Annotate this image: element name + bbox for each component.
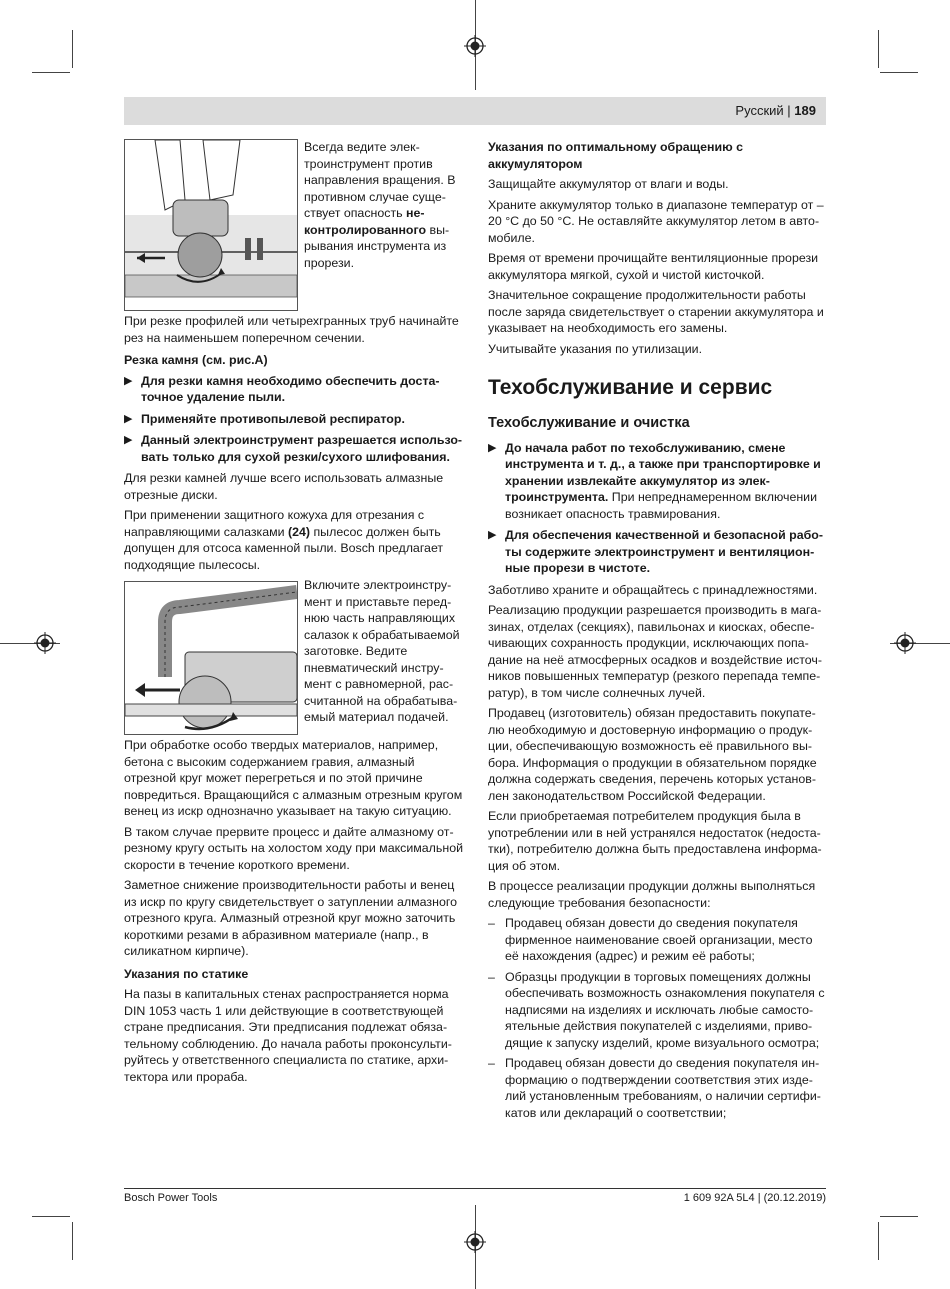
registration-mark-icon — [464, 35, 486, 57]
intro-text-b: вырывания инструмента из прорези. — [304, 222, 450, 270]
stone-paragraph-2 — [124, 507, 464, 573]
statics-heading: Указания по статике — [124, 966, 249, 981]
crop-mark — [878, 1222, 879, 1260]
sales-paragraph: Реализацию продукции разрешается производить в магазинах, отделах (секциях), павильонах и киосках, обеспечивающих сохранность продукции, исключающих попадание на неё атмосферных осадков и воздействие источников повышенных температур (резкого перепада температур), в том числе солнечных лучей. — [488, 603, 822, 700]
intro-paragraph-2: При резке профилей или четырехгранных труб начинайте рез на наименьшем поперечном сечении. — [124, 314, 459, 345]
cutting-illustration — [124, 139, 298, 311]
crop-mark — [32, 1216, 70, 1217]
stone-heading: Резка камня (см. рис.A) — [124, 353, 268, 367]
dash-item-2-text: Образцы продукции в торговых помещениях должны обеспечивать возможность ознакомления покупателя с надписями на изделиях и исключать любые самостоятельные действия покупателей с изделиями, приводящие к запуску изделий, кроме визуального осмотра; — [505, 969, 825, 1050]
stone-paragraph-3: Включите электроинструмент и приставьте переднюю часть направляющих салазок к обрабатываемой заготовке. Ведите пневматический инструмент с равномерной, рассчитанной на обрабатываемый материал подачей. — [304, 578, 460, 724]
service-subheading: Техобслуживание и очистка — [488, 415, 690, 431]
stone-paragraph-1: Для резки камней лучше всего использовать алмазные отрезные диски. — [124, 471, 444, 502]
guide-sled-illustration-drawing — [125, 582, 297, 734]
registration-mark-icon — [34, 632, 56, 654]
stone-paragraph-5: В таком случае прервите процесс и дайте алмазному отрезному кругу остыть на холостом ходу при максимальной скорости в течение короткого времени. — [124, 824, 464, 872]
stone-p2-ref: (24) — [287, 524, 311, 539]
service-bullet-2-bold: Для обеспечения качественной и безопасной работы содержите электроинструмент и вентиляционные прорези в чистоте. — [505, 528, 823, 575]
crop-mark — [72, 30, 73, 68]
stone-bullet-2 — [124, 411, 464, 428]
service-bullet-1-plain: При непреднамеренном включении возникает опасность травмирования. — [505, 490, 818, 521]
battery-paragraph-1: Защищайте аккумулятор от влаги и воды. — [488, 177, 729, 191]
bullet-triangle-icon: ▶ — [124, 434, 133, 446]
footer-rule — [124, 1188, 826, 1189]
statics-paragraph: На пазы в капитальных стенах распространяется норма DIN 1053 часть 1 или действующие в соответствующей стране предписания. Эти предписания подлежат обязательному соблюдению. До начала работы проконсультируйтесь у ответственного специалиста по статике, архитектора или прораба. — [124, 987, 452, 1084]
stone-bullet-3 — [124, 432, 464, 465]
crop-mark — [880, 1216, 918, 1217]
battery-paragraph-3: Время от времени прочищайте вентиляционные прорези аккумулятора мягкой, сухой и чистой кисточкой. — [488, 251, 819, 282]
intro-text-a: Всегда ведите электроинструмент против направления вращения. В противном случае существует опасность — [304, 140, 456, 220]
stone-p2-text-a: При применении защитного кожуха для отрезания с направляющими салазками — [124, 508, 425, 539]
battery-heading: Указания по оптимальному обращению с аккумулятором — [488, 140, 744, 171]
right-column — [488, 139, 826, 1125]
dash-marker: – — [488, 916, 495, 930]
cutting-illustration-drawing — [125, 140, 297, 310]
header-separator: | — [787, 103, 795, 118]
crop-mark — [880, 72, 918, 73]
stone-bullet-1-text: Для резки камня необходимо обеспечить достаточное удаление пыли. — [141, 373, 440, 404]
left-column — [124, 139, 464, 1089]
intro-text-bold: неконтролированного — [304, 206, 427, 237]
battery-paragraph-2: Храните аккумулятор только в диапазоне температур от – 20 °C до 50 °C. Не оставляйте аккумулятор летом в автомобиле. — [488, 197, 824, 245]
crop-mark — [32, 72, 70, 73]
dash-item-2 — [488, 969, 826, 1052]
service-heading: Техобслуживание и сервис — [488, 376, 773, 399]
footer-doc-ref: 1 609 92A 5L4 | (20.12.2019) — [683, 1192, 826, 1204]
page-number: 189 — [794, 103, 816, 118]
service-bullet-1-bold: До начала работ по техобслуживанию, смене инструмента и т. д., а также при транспортировке и хранении извлекайте аккумулятор из электроинструмента. — [505, 440, 821, 504]
stone-bullet-2-text: Применяйте противопылевой респиратор. — [141, 411, 405, 426]
header-text — [735, 103, 816, 118]
service-bullet-1 — [488, 440, 826, 523]
stone-p2-text-b: пылесос должен быть допущен для отсоса каменной пыли. Bosch предлагает подходящие пылесосы. — [124, 524, 444, 572]
dash-marker: – — [488, 969, 495, 984]
stone-bullet-3-text: Данный электроинструмент разрешается использовать только для сухой резки/сухого шлифования. — [141, 433, 463, 464]
service-bullet-2 — [488, 527, 826, 577]
registration-mark-icon — [894, 632, 916, 654]
dash-item-3-text: Продавец обязан довести до сведения покупателя информацию о подтверждении соответствия этих изделий установленным требованиям, о наличии сертификатов или деклараций о соответствии; — [505, 1056, 821, 1120]
stone-paragraph-6: Заметное снижение производительности работы и венец из искр по кругу свидетельствует о затуплении алмазного отрезного круга. Алмазный отрезной круг можно заточить короткими резами в абразивном материале (напр., в силикатном кирпиче). — [124, 878, 457, 958]
battery-paragraph-5: Учитывайте указания по утилизации. — [488, 341, 703, 356]
guide-sled-illustration — [124, 581, 298, 735]
bullet-triangle-icon: ▶ — [124, 374, 133, 387]
dash-item-1 — [488, 915, 826, 965]
accessories-paragraph: Заботливо храните и обращайтесь с принадлежностями. — [488, 582, 818, 597]
safety-intro-paragraph: В процессе реализации продукции должны выполняться следующие требования безопасности: — [488, 879, 816, 910]
crop-mark — [878, 30, 879, 68]
header-language: Русский — [735, 103, 784, 118]
stone-paragraph-4: При обработке особо твердых материалов, например, бетона с высоким содержанием гравия, алмазный отрезной круг может перегреться и по этой причине повредиться. Вращающийся с алмазным отрезным кругом венец из искр однозначно указывает на такую ситуацию. — [124, 738, 463, 818]
bullet-triangle-icon: ▶ — [488, 441, 497, 454]
page-header — [124, 97, 826, 125]
stone-bullet-1 — [124, 373, 464, 406]
footer-brand: Bosch Power Tools — [124, 1192, 218, 1204]
crop-mark — [72, 1222, 73, 1260]
dash-marker: – — [488, 1056, 495, 1070]
bullet-triangle-icon: ▶ — [488, 529, 497, 541]
seller-paragraph: Продавец (изготовитель) обязан предоставить покупателю необходимую и достоверную информацию о продукции, обеспечивающую возможность её правильного выбора. Информация о продукции в обязательном порядке должна содержать сведения, перечень которых установлен законодательством Российской Федерации. — [488, 706, 817, 803]
bullet-triangle-icon: ▶ — [124, 412, 133, 425]
battery-paragraph-4: Значительное сокращение продолжительности работы после заряда свидетельствует о старении аккумулятора и указывает на необходимость его замены. — [488, 288, 824, 335]
defects-paragraph: Если приобретаемая потребителем продукция была в употреблении или в ней устранялся недостаток (недостатки), потребителю должна быть предоставлена информация об этом. — [488, 809, 822, 873]
registration-mark-icon — [464, 1231, 486, 1253]
dash-item-3 — [488, 1055, 826, 1121]
dash-item-1-text: Продавец обязан довести до сведения покупателя фирменное наименование своей организации, место её нахождения (адрес) и режим её работы; — [505, 916, 813, 963]
